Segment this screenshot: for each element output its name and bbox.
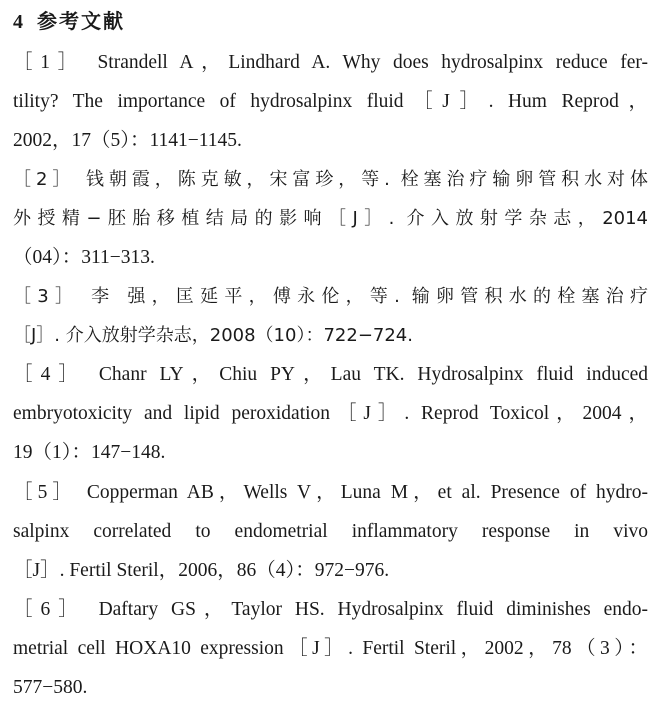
ref-5-line-3: ［J］. Fertil Steril，2006，86（4）：972−976. [13,560,390,581]
ref-1-line-3: 2002，17（5）：1141−1145. [13,130,242,151]
section-number: 4 [13,11,23,33]
ref-4-line-2: embryotoxicity and lipid peroxidation［J］. Reprod Toxicol，2004， [13,403,648,424]
ref-2-line-2: 外授精−胚胎移植结局的影响［J］. 介入放射学杂志，2014 [13,208,648,229]
ref-3-line-1: ［3］ 李 强，匡延平，傅永伦，等. 输卵管积水的栓塞治疗 [13,286,648,307]
ref-6-line-2: metrial cell HOXA10 expression［J］. Fertil Steril，2002，78（3）： [13,638,648,659]
ref-6-line-1: ［6］ Daftary GS，Taylor HS. Hydrosalpinx fluid diminishes endo- [13,599,648,620]
ref-5-line-1: ［5］ Copperman AB，Wells V，Luna M，et al. Presence of hydro- [13,482,648,503]
ref-2-line-3: （04）：311−313. [13,247,155,268]
section-heading [13,6,125,37]
ref-6-line-3: 577−580. [13,677,88,698]
ref-3-line-2: ［J］. 介入放射学杂志，2008（10）：722−724. [13,325,413,346]
ref-1-line-2: tility? The importance of hydrosalpinx fluid［J］. Hum Reprod， [13,91,648,112]
ref-1-line-1: ［1］ Strandell A，Lindhard A. Why does hydrosalpinx reduce fer- [13,52,648,73]
ref-2-line-1: ［2］ 钱朝霞，陈克敏，宋富珍，等. 栓塞治疗输卵管积水对体 [13,169,648,190]
section-title: 参考文献 [37,9,125,33]
ref-5-line-2: salpinx correlated to endometrial inflammatory response in vivo [13,521,648,542]
ref-4-line-3: 19（1）：147−148. [13,442,166,463]
ref-4-line-1: ［4］ Chanr LY，Chiu PY，Lau TK. Hydrosalpinx fluid induced [13,364,648,385]
